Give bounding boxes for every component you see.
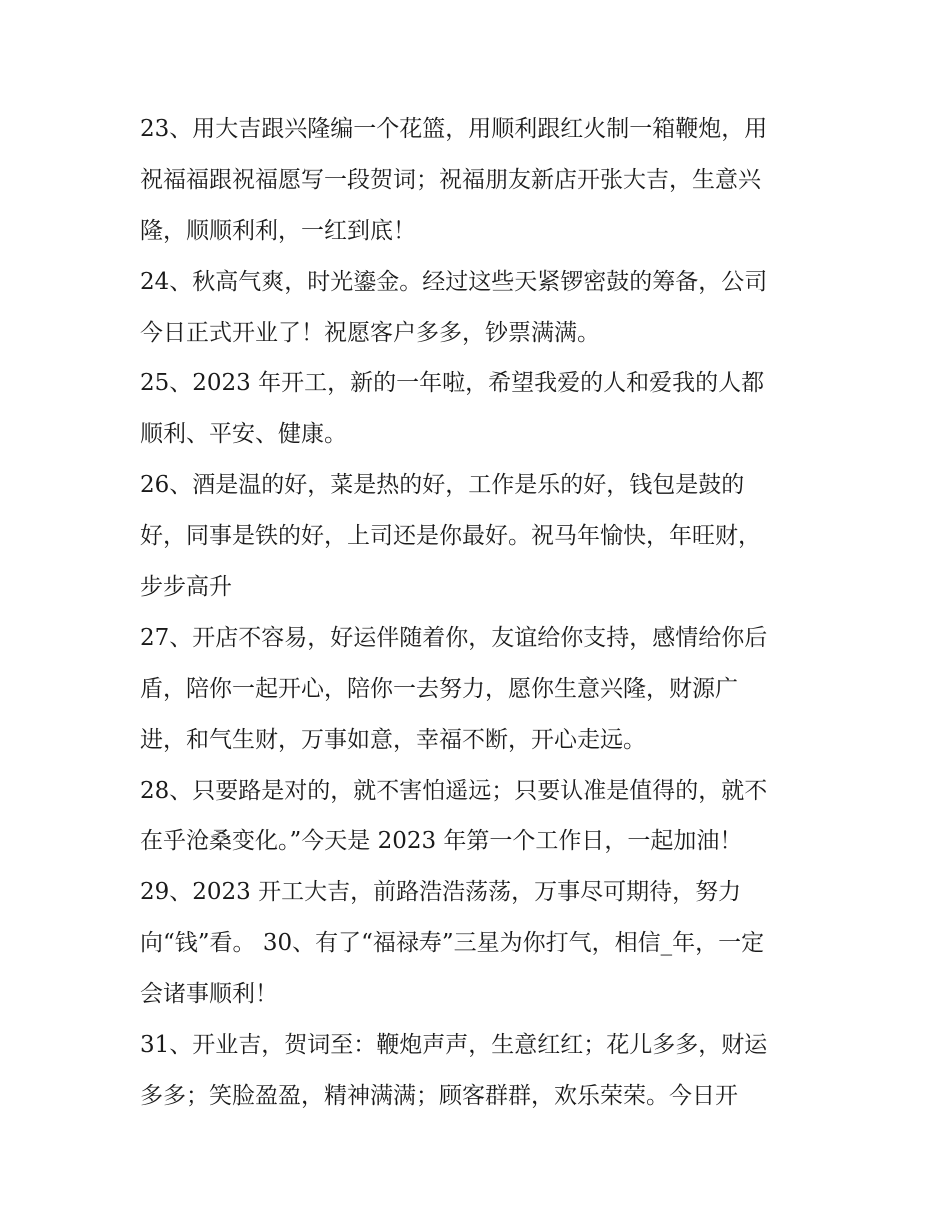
text-line: 在乎沧桑变化。”今天是 2023 年第一个工作日，一起加油！ (140, 828, 743, 855)
text-line: 盾，陪你一起开心，陪你一去努力，愿你生意兴隆，财源广 (140, 675, 738, 702)
text-line: 隆，顺顺利利，一红到底！ (140, 217, 416, 244)
text-line: 多多；笑脸盈盈，精神满满；顾客群群，欢乐荣荣。今日开 (140, 1082, 738, 1109)
text-line: 29、2023 开工大吉，前路浩浩荡荡，万事尽可期待，努力 (140, 879, 742, 906)
text-line: 27、开店不容易，好运伴随着你，友谊给你支持，感情给你后 (140, 624, 768, 651)
document-body (140, 104, 820, 1122)
text-line: 31、开业吉，贺词至：鞭炮声声，生意红红；花儿多多，财运 (140, 1032, 768, 1059)
text-line: 好，同事是铁的好，上司还是你最好。祝马年愉快，年旺财， (140, 523, 761, 550)
text-line: 28、只要路是对的，就不害怕遥远；只要认准是值得的，就不 (140, 777, 768, 804)
text-line: 祝福福跟祝福愿写一段贺词；祝福朋友新店开张大吉，生意兴 (140, 166, 761, 193)
text-line: 进，和气生财，万事如意，幸福不断，开心走远。 (140, 726, 646, 753)
text-line: 24、秋高气爽，时光鎏金。经过这些天紧锣密鼓的筹备，公司 (140, 268, 768, 295)
text-line: 顺利、平安、健康。 (140, 421, 347, 448)
text-line: 步步高升 (140, 574, 232, 601)
text-line: 会诸事顺利！ (140, 981, 278, 1008)
text-line: 今日正式开业了！祝愿客户多多，钞票满满。 (140, 319, 600, 346)
text-line: 向“钱”看。 30、有了“福禄寿”三星为你打气，相信_年，一定 (140, 930, 765, 957)
text-line: 26、酒是温的好，菜是热的好，工作是乐的好，钱包是鼓的 (140, 472, 745, 499)
text-line: 25、2023 年开工，新的一年啦，希望我爱的人和爱我的人都 (140, 370, 765, 397)
text-line: 23、用大吉跟兴隆编一个花篮，用顺利跟红火制一箱鞭炮，用 (140, 116, 768, 142)
